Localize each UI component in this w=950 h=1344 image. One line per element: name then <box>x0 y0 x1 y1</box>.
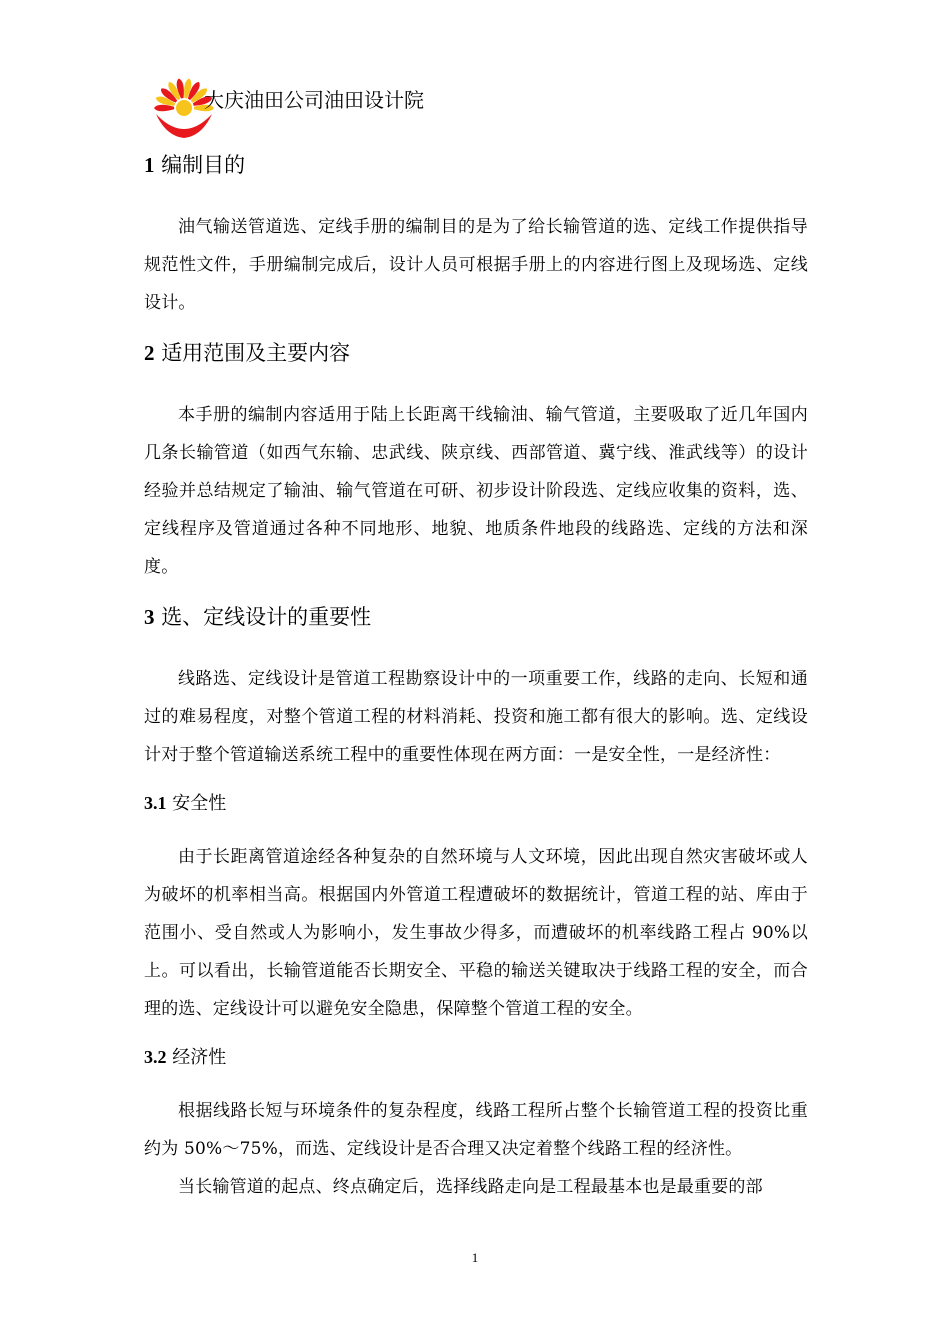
paragraph: 由于长距离管道途经各种复杂的自然环境与人文环境，因此出现自然灾害破坏或人为破坏的机率相当高。根据国内外管道工程遭破坏的数据统计，管道工程的站、库由于范围小、受自然或人为影响小，发生事故少得多，而遭破坏的机率线路工程占 90%以上。可以看出，长输管道能否长期安全、平稳的输送关键取决于线路工程的安全，而合理的选、定线设计可以避免安全隐患，保障整个管道工程的安全。 <box>144 847 808 1019</box>
paragraph: 油气输送管道选、定线手册的编制目的是为了给长输管道的选、定线工作提供指导规范性文件，手册编制完成后，设计人员可根据手册上的内容进行图上及现场选、定线设计。 <box>144 217 808 313</box>
section-title: 编制目的 <box>161 153 246 177</box>
subsection-heading-3-1 <box>144 784 808 822</box>
section-heading-1 <box>144 144 808 186</box>
subsection-number: 3.1 <box>144 793 167 813</box>
page-header <box>152 70 652 140</box>
paragraph: 根据线路长短与环境条件的复杂程度，线路工程所占整个长输管道工程的投资比重约为 50%～75%，而选、定线设计是否合理又决定着整个线路工程的经济性。 <box>144 1101 808 1159</box>
subsection-number: 3.2 <box>144 1047 167 1067</box>
subsection-title: 安全性 <box>172 793 227 814</box>
paragraph: 当长输管道的起点、终点确定后，选择线路走向是工程最基本也是最重要的部 <box>178 1177 763 1197</box>
paragraph: 线路选、定线设计是管道工程勘察设计中的一项重要工作，线路的走向、长短和通过的难易程度，对整个管道工程的材料消耗、投资和施工都有很大的影响。选、定线设计对于整个管道输送系统工程中的重要性体现在两方面：一是安全性，一是经济性： <box>144 669 808 765</box>
section-number: 1 <box>144 153 155 177</box>
header-title: 大庆油田公司油田设计院 <box>204 88 424 112</box>
section-title: 适用范围及主要内容 <box>161 341 351 365</box>
paragraph: 本手册的编制内容适用于陆上长距离干线输油、输气管道，主要吸取了近几年国内几条长输管道（如西气东输、忠武线、陕京线、西部管道、冀宁线、淮武线等）的设计经验并总结规定了输油、输气管道在可研、初步设计阶段选、定线应收集的资料，选、定线程序及管道通过各种不同地形、地貌、地质条件地段的线路选、定线的方法和深度。 <box>144 405 808 577</box>
subsection-heading-3-2 <box>144 1038 808 1076</box>
section-title: 选、定线设计的重要性 <box>161 605 372 629</box>
subsection-title: 经济性 <box>172 1047 227 1068</box>
page-number: 1 <box>471 1250 479 1265</box>
section-heading-3 <box>144 596 808 638</box>
section-heading-2 <box>144 332 808 374</box>
logo-ray <box>154 105 174 112</box>
document-body <box>144 144 808 1206</box>
section-number: 3 <box>144 605 155 629</box>
section-number: 2 <box>144 341 155 365</box>
